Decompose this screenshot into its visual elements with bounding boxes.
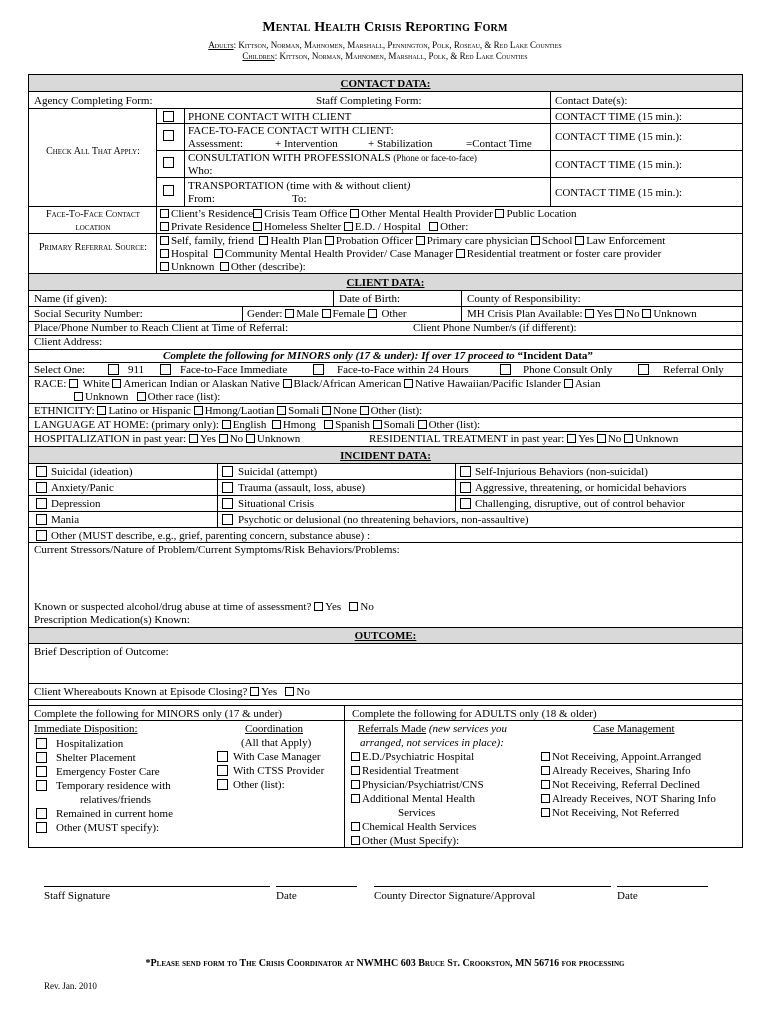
adults-dispo-head: Complete the following for ADULTS only (18 & older) bbox=[352, 708, 597, 720]
eth-other: Other (list): bbox=[370, 405, 423, 417]
children-label: Children bbox=[242, 51, 275, 61]
lang-other: Other (list): bbox=[428, 419, 481, 431]
staff-label: Staff Completing Form: bbox=[316, 95, 422, 107]
whereabouts-no: No bbox=[296, 686, 310, 698]
gender-other-checkbox[interactable] bbox=[368, 309, 377, 318]
inc-situational: Situational Crisis bbox=[238, 498, 315, 510]
loc-hospital-checkbox[interactable] bbox=[344, 222, 353, 231]
eth-somali-checkbox[interactable] bbox=[277, 406, 286, 415]
loc-shelter: Homeless Shelter bbox=[263, 221, 342, 233]
inc-psychotic-checkbox[interactable] bbox=[222, 514, 233, 525]
ref-other-checkbox[interactable] bbox=[220, 262, 229, 271]
male-label: Male bbox=[296, 308, 319, 320]
date-line-1[interactable] bbox=[276, 886, 357, 887]
cm-1-label: Not Receiving, Appoint.Arranged bbox=[552, 751, 702, 763]
loc-shelter-checkbox[interactable] bbox=[253, 222, 262, 231]
race-amind-checkbox[interactable] bbox=[112, 379, 121, 388]
director-signature-line[interactable] bbox=[374, 886, 611, 887]
eth-none-checkbox[interactable] bbox=[322, 406, 331, 415]
race-white: White bbox=[82, 378, 110, 390]
inc-challenging: Challenging, disruptive, out of control behavior bbox=[475, 498, 685, 510]
imm-hosp-checkbox[interactable] bbox=[36, 738, 47, 749]
ref-law: Law Enforcement bbox=[586, 235, 666, 247]
consult-text: CONSULTATION WITH PROFESSIONALS bbox=[188, 152, 391, 164]
opt-ftf-imm-checkbox[interactable] bbox=[160, 364, 171, 375]
loc-public: Public Location bbox=[506, 208, 577, 220]
meds-label: Prescription Medication(s) Known: bbox=[34, 614, 190, 626]
ref-probation-checkbox[interactable] bbox=[325, 236, 334, 245]
stabilization-label: + Stabilization bbox=[368, 138, 433, 150]
hosp-unknown: Unknown bbox=[256, 433, 301, 445]
whereabouts-label: Client Whereabouts Known at Episode Closing? bbox=[34, 686, 248, 698]
county-label: County of Responsibility: bbox=[467, 293, 581, 305]
staff-signature-line[interactable] bbox=[44, 886, 270, 887]
contact-time-eq-label: =Contact Time bbox=[466, 138, 532, 150]
ref-chem-checkbox[interactable] bbox=[351, 822, 360, 831]
referral-source-label: Primary Referral Source: bbox=[38, 242, 148, 253]
imm-shelter-checkbox[interactable] bbox=[36, 752, 47, 763]
whereabouts-yes-checkbox[interactable] bbox=[250, 687, 259, 696]
race-amind: American Indian or Alaskan Native bbox=[123, 378, 280, 390]
date-label-1: Date bbox=[276, 890, 297, 902]
intervention-label: + Intervention bbox=[275, 138, 338, 150]
mh-plan-no: No bbox=[626, 308, 640, 320]
to-label: To: bbox=[292, 193, 307, 205]
loc-private-checkbox[interactable] bbox=[160, 222, 169, 231]
referrals-label: Referrals Made bbox=[358, 723, 427, 735]
race-other-checkbox[interactable] bbox=[137, 392, 146, 401]
inc-suicidal-attempt: Suicidal (attempt) bbox=[238, 466, 318, 478]
minors-note bbox=[163, 350, 593, 362]
race-label: RACE: bbox=[34, 378, 67, 390]
loc-crisis-office-checkbox[interactable] bbox=[253, 209, 262, 218]
ref-ed-label: E.D./Psychiatric Hospital bbox=[362, 751, 475, 763]
hosp-no-checkbox[interactable] bbox=[219, 434, 228, 443]
ref-ed bbox=[351, 751, 474, 763]
imm-remained: Remained in current home bbox=[56, 808, 173, 820]
inc-other-checkbox[interactable] bbox=[36, 530, 47, 541]
ftf-location-label: Face-To-Face Contact location bbox=[46, 209, 140, 233]
eth-hmong: Hmong/Laotian bbox=[204, 405, 275, 417]
inc-trauma-checkbox[interactable] bbox=[222, 482, 233, 493]
inc-trauma: Trauma (assault, loss, abuse) bbox=[238, 482, 365, 494]
res-unknown: Unknown bbox=[635, 433, 679, 445]
eth-hmong-checkbox[interactable] bbox=[194, 406, 203, 415]
minors-dispo-head: Complete the following for MINORS only (17 & under) bbox=[34, 708, 283, 720]
ref-amh-checkbox[interactable] bbox=[351, 794, 360, 803]
race-row-2 bbox=[74, 391, 220, 403]
lang-somali-checkbox[interactable] bbox=[373, 420, 382, 429]
cm-2-checkbox[interactable] bbox=[541, 766, 550, 775]
contact-data-heading: CONTACT DATA: bbox=[340, 78, 431, 90]
contact-time-1: CONTACT TIME (15 min.): bbox=[555, 111, 683, 123]
contact-dates-label: Contact Date(s): bbox=[555, 95, 628, 107]
ref-ed-checkbox[interactable] bbox=[351, 752, 360, 761]
eth-other-checkbox[interactable] bbox=[360, 406, 369, 415]
loc-residence-checkbox[interactable] bbox=[160, 209, 169, 218]
client-phone-label: Client Phone Number/s (if different): bbox=[413, 322, 577, 334]
who-label: Who: bbox=[188, 165, 213, 177]
female-label: Female bbox=[332, 308, 365, 320]
mh-plan-unknown-checkbox[interactable] bbox=[642, 309, 651, 318]
location-row-2 bbox=[160, 221, 468, 233]
hosp-label: HOSPITALIZATION in past year: bbox=[34, 433, 187, 445]
whereabouts-no-checkbox[interactable] bbox=[285, 687, 294, 696]
imm-remained-checkbox[interactable] bbox=[36, 808, 47, 819]
coord-other: Other (list): bbox=[233, 779, 285, 791]
ref-res bbox=[351, 765, 459, 777]
referral-row-1 bbox=[160, 235, 665, 247]
ref-chem bbox=[351, 821, 476, 833]
res-treat-label: RESIDENTIAL TREATMENT in past year: bbox=[369, 433, 565, 445]
hosp-yes-checkbox[interactable] bbox=[189, 434, 198, 443]
cm-4-checkbox[interactable] bbox=[541, 794, 550, 803]
race-hawaiian: Native Hawaiian/Pacific Islander bbox=[415, 378, 562, 390]
hosp-unknown-checkbox[interactable] bbox=[246, 434, 255, 443]
res-no: No bbox=[607, 433, 622, 445]
ref-health-plan: Health Plan bbox=[270, 235, 323, 247]
ref-phys bbox=[351, 779, 484, 791]
stressors-label: Current Stressors/Nature of Problem/Current Symptoms/Risk Behaviors/Problems: bbox=[34, 544, 400, 556]
opt-phone-label: Phone Consult Only bbox=[523, 364, 613, 376]
cm-3-label: Not Receiving, Referral Declined bbox=[552, 779, 700, 791]
location-row-1 bbox=[160, 208, 576, 220]
ref-amh-label: Additional Mental Health bbox=[362, 793, 476, 805]
mh-plan-row bbox=[467, 308, 697, 320]
ref-unknown: Unknown bbox=[171, 261, 215, 273]
consult-checkbox[interactable] bbox=[163, 157, 174, 168]
opt-ref-label: Referral Only bbox=[663, 364, 724, 376]
inc-depression-checkbox[interactable] bbox=[36, 498, 47, 509]
select-one-label: Select One: bbox=[34, 364, 86, 376]
lang-english: English bbox=[232, 419, 267, 431]
res-treat-row bbox=[369, 433, 678, 445]
lang-hmong: Hmong bbox=[282, 419, 316, 431]
director-signature-label: County Director Signature/Approval bbox=[374, 890, 536, 902]
face-contact-label: FACE-TO-FACE CONTACT WITH CLIENT: bbox=[188, 125, 394, 137]
opt-911-checkbox[interactable] bbox=[108, 364, 119, 375]
ref-other: Other (describe): bbox=[230, 261, 306, 273]
inc-mania-checkbox[interactable] bbox=[36, 514, 47, 525]
lang-spanish: Spanish bbox=[335, 419, 370, 431]
ref-school-checkbox[interactable] bbox=[531, 236, 540, 245]
opt-911-label: 911 bbox=[128, 364, 145, 376]
coord-other-checkbox[interactable] bbox=[217, 779, 228, 790]
inc-suicidal-attempt-checkbox[interactable] bbox=[222, 466, 233, 477]
transport-label bbox=[188, 180, 410, 192]
referral-row-2 bbox=[160, 248, 661, 260]
race-unknown: Unknown bbox=[85, 391, 129, 403]
race-black-checkbox[interactable] bbox=[283, 379, 292, 388]
transport-checkbox[interactable] bbox=[163, 185, 174, 196]
eth-somali: Somali bbox=[288, 405, 320, 417]
mh-plan-label: MH Crisis Plan Available: bbox=[467, 308, 583, 320]
loc-other-checkbox[interactable] bbox=[429, 222, 438, 231]
ref-probation: Probation Officer bbox=[335, 235, 413, 247]
alcohol-no-checkbox[interactable] bbox=[349, 602, 358, 611]
imm-foster: Emergency Foster Care bbox=[56, 766, 160, 778]
opt-phone-checkbox[interactable] bbox=[500, 364, 511, 375]
check-all-label: Check All That Apply: bbox=[46, 146, 140, 157]
referrals-row bbox=[358, 723, 507, 735]
phone-contact-label: PHONE CONTACT WITH CLIENT bbox=[188, 111, 352, 123]
hosp-yes: Yes bbox=[199, 433, 216, 445]
cm-2 bbox=[541, 765, 691, 777]
imm-foster-checkbox[interactable] bbox=[36, 766, 47, 777]
adults-counties bbox=[0, 40, 770, 50]
race-other: Other race (list): bbox=[147, 391, 221, 403]
ref-residential: Residential treatment or foster care provider bbox=[466, 248, 662, 260]
ref-phys-label: Physician/Psychiatrist/CNS bbox=[362, 779, 484, 791]
lang-spanish-checkbox[interactable] bbox=[324, 420, 333, 429]
ref-res-label: Residential Treatment bbox=[362, 765, 459, 777]
loc-public-checkbox[interactable] bbox=[495, 209, 504, 218]
inc-mania: Mania bbox=[51, 514, 80, 526]
ref-other-dispo-checkbox[interactable] bbox=[351, 836, 360, 845]
alcohol-yes: Yes bbox=[325, 601, 342, 613]
cm-5 bbox=[541, 807, 679, 819]
ref-res-checkbox[interactable] bbox=[351, 766, 360, 775]
cm-3 bbox=[541, 779, 700, 791]
loc-other-mh-checkbox[interactable] bbox=[350, 209, 359, 218]
from-label: From: bbox=[188, 193, 215, 205]
phone-contact-checkbox[interactable] bbox=[163, 111, 174, 122]
lang-somali: Somali bbox=[383, 419, 415, 431]
cm-2-label: Already Receives, Sharing Info bbox=[552, 765, 691, 777]
race-asian: Asian bbox=[574, 378, 601, 390]
opt-ref-checkbox[interactable] bbox=[638, 364, 649, 375]
loc-hospital: E.D. / Hospital bbox=[354, 221, 421, 233]
coordination-sub: (All that Apply) bbox=[241, 737, 312, 749]
race-hawaiian-checkbox[interactable] bbox=[404, 379, 413, 388]
referrals-note-2: arranged, not services in place): bbox=[360, 737, 504, 749]
inc-suicidal-ideation: Suicidal (ideation) bbox=[51, 466, 133, 478]
assessment-label: Assessment: bbox=[188, 138, 243, 150]
loc-other-mh: Other Mental Health Provider bbox=[361, 208, 493, 220]
lang-hmong-checkbox[interactable] bbox=[272, 420, 281, 429]
coord-cm: With Case Manager bbox=[233, 751, 321, 763]
alcohol-no: No bbox=[360, 601, 374, 613]
mh-plan-yes-checkbox[interactable] bbox=[585, 309, 594, 318]
ref-chem-label: Chemical Health Services bbox=[362, 821, 477, 833]
loc-residence: Client’s Residence bbox=[171, 208, 254, 220]
inc-situational-checkbox[interactable] bbox=[222, 498, 233, 509]
ref-residential-checkbox[interactable] bbox=[456, 249, 465, 258]
imm-other-checkbox[interactable] bbox=[36, 822, 47, 833]
cm-5-checkbox[interactable] bbox=[541, 808, 550, 817]
inc-psychotic: Psychotic or delusional (no threatening behaviors, non-assaultive) bbox=[238, 514, 529, 526]
ref-hospital: Hospital bbox=[171, 248, 209, 260]
hosp-no: No bbox=[229, 433, 244, 445]
mh-plan-unknown: Unknown bbox=[653, 308, 697, 320]
transport-text: TRANSPORTATION (time with & without client bbox=[188, 180, 407, 192]
ref-law-checkbox[interactable] bbox=[575, 236, 584, 245]
female-checkbox[interactable] bbox=[322, 309, 331, 318]
alcohol-yes-checkbox[interactable] bbox=[314, 602, 323, 611]
coord-ctss: With CTSS Provider bbox=[233, 765, 325, 777]
ref-phys-checkbox[interactable] bbox=[351, 780, 360, 789]
inc-suicidal-ideation-checkbox[interactable] bbox=[36, 466, 47, 477]
male-checkbox[interactable] bbox=[285, 309, 294, 318]
imm-other: Other (MUST specify): bbox=[56, 822, 160, 834]
loc-other: Other: bbox=[440, 221, 469, 233]
opt-ftf-24-label: Face-to-Face within 24 Hours bbox=[337, 364, 469, 376]
ref-amh-cont: Services bbox=[398, 807, 436, 819]
revision-label: Rev. Jan. 2010 bbox=[44, 981, 97, 991]
cm-4-label: Already Receives, NOT Sharing Info bbox=[552, 793, 716, 805]
ref-school: School bbox=[541, 235, 573, 247]
agency-label: Agency Completing Form: bbox=[34, 95, 153, 107]
dob-label: Date of Birth: bbox=[339, 293, 401, 305]
children-counties-text: : Kittson, Norman, Mahnomen, Marshall, Polk, & Red Lake Counties bbox=[274, 51, 528, 61]
lang-other-checkbox[interactable] bbox=[418, 420, 427, 429]
ethnicity-label: ETHNICITY: bbox=[34, 405, 95, 417]
res-no-checkbox[interactable] bbox=[597, 434, 606, 443]
referrals-note: (new services you bbox=[426, 723, 508, 735]
loc-private: Private Residence bbox=[171, 221, 251, 233]
immediate-dispo-label: Immediate Disposition: bbox=[34, 723, 138, 735]
hosp-row bbox=[34, 433, 300, 445]
race-asian-checkbox[interactable] bbox=[564, 379, 573, 388]
inc-anxiety-checkbox[interactable] bbox=[36, 482, 47, 493]
language-row bbox=[34, 419, 480, 431]
ref-amh bbox=[351, 793, 475, 805]
cm-4 bbox=[541, 793, 716, 805]
eth-latino-checkbox[interactable] bbox=[97, 406, 106, 415]
race-black: Black/African American bbox=[293, 378, 402, 390]
mh-plan-yes: Yes bbox=[596, 308, 613, 320]
imm-temp-checkbox[interactable] bbox=[36, 780, 47, 791]
contact-time-4: CONTACT TIME (15 min.): bbox=[555, 187, 683, 199]
coord-cm-checkbox[interactable] bbox=[217, 751, 228, 762]
adults-counties-text: : Kittson, Norman, Mahnomen, Marshall, Pennington, Polk, Roseau, & Red Lake Counties bbox=[233, 40, 562, 50]
footer-note: *Please send form to The Crisis Coordinator at NWMHC 603 Bruce St. Crookston, MN 56716 for processing bbox=[145, 958, 625, 969]
imm-temp: Temporary residence with bbox=[56, 780, 171, 792]
coord-ctss-checkbox[interactable] bbox=[217, 765, 228, 776]
ref-cmh-checkbox[interactable] bbox=[214, 249, 223, 258]
case-mgmt-label: Case Management bbox=[593, 723, 675, 735]
ref-health-plan-checkbox[interactable] bbox=[259, 236, 268, 245]
outcome-brief-label: Brief Description of Outcome: bbox=[34, 646, 169, 658]
ssn-label: Social Security Number: bbox=[34, 308, 143, 320]
gender-other-label: Other bbox=[381, 308, 407, 320]
res-unknown-checkbox[interactable] bbox=[624, 434, 633, 443]
ref-pcp: Primary care physician bbox=[426, 235, 529, 247]
inc-challenging-checkbox[interactable] bbox=[460, 498, 471, 509]
mh-plan-no-checkbox[interactable] bbox=[615, 309, 624, 318]
ref-pcp-checkbox[interactable] bbox=[416, 236, 425, 245]
race-row-1 bbox=[34, 378, 601, 390]
address-label: Client Address: bbox=[34, 336, 103, 348]
inc-aggressive: Aggressive, threatening, or homicidal behaviors bbox=[475, 482, 687, 494]
gender-row bbox=[247, 308, 406, 320]
coordination-label: Coordination bbox=[245, 723, 304, 735]
race-unknown-checkbox[interactable] bbox=[74, 392, 83, 401]
lang-english-checkbox[interactable] bbox=[222, 420, 231, 429]
eth-latino: Latino or Hispanic bbox=[108, 405, 191, 417]
outcome-heading: OUTCOME: bbox=[354, 630, 417, 642]
place-label: Place/Phone Number to Reach Client at Time of Referral: bbox=[34, 322, 289, 334]
inc-other-label: Other (MUST describe, e.g., grief, parenting concern, substance abuse) : bbox=[51, 530, 370, 542]
incident-data-heading: INCIDENT DATA: bbox=[340, 450, 431, 462]
ref-unknown-checkbox[interactable] bbox=[160, 262, 169, 271]
eth-none: None bbox=[333, 405, 357, 417]
imm-temp-cont: relatives/friends bbox=[80, 794, 151, 806]
children-counties bbox=[0, 51, 770, 61]
race-white-checkbox[interactable] bbox=[69, 379, 78, 388]
ethnicity-row bbox=[34, 405, 422, 417]
opt-ftf-imm-label: Face-to-Face Immediate bbox=[180, 364, 288, 376]
adults-label: Adults bbox=[208, 40, 234, 50]
whereabouts-row bbox=[34, 686, 310, 698]
staff-signature-label: Staff Signature bbox=[44, 890, 111, 902]
name-label: Name (if given): bbox=[34, 293, 108, 305]
gender-label: Gender: bbox=[247, 308, 283, 320]
minors-note-text: Complete the following for MINORS only (17 & under): If over 17 proceed to bbox=[163, 350, 518, 362]
client-data-heading: CLIENT DATA: bbox=[346, 277, 425, 289]
contact-time-3: CONTACT TIME (15 min.): bbox=[555, 159, 683, 171]
date-line-2[interactable] bbox=[617, 886, 708, 887]
inc-self-injurious: Self-Injurious Behaviors (non-suicidal) bbox=[475, 466, 648, 478]
alcohol-row bbox=[34, 601, 374, 613]
ref-cmh: Community Mental Health Provider/ Case Manager bbox=[224, 248, 453, 260]
whereabouts-yes: Yes bbox=[261, 686, 278, 698]
inc-depression: Depression bbox=[51, 498, 101, 510]
language-label: LANGUAGE AT HOME: (primary only): bbox=[34, 419, 219, 431]
inc-aggressive-checkbox[interactable] bbox=[460, 482, 471, 493]
minors-note-end: “Incident Data” bbox=[517, 350, 593, 362]
ref-other-dispo-label: Other (Must Specify): bbox=[362, 835, 460, 847]
ref-self: Self, family, friend bbox=[171, 235, 254, 247]
cm-3-checkbox[interactable] bbox=[541, 780, 550, 789]
consult-label bbox=[188, 152, 477, 164]
cm-1-checkbox[interactable] bbox=[541, 752, 550, 761]
imm-shelter: Shelter Placement bbox=[56, 752, 136, 764]
contact-time-2: CONTACT TIME (15 min.): bbox=[555, 131, 683, 143]
cm-1 bbox=[541, 751, 701, 763]
consult-note: (Phone or face-to-face) bbox=[393, 153, 477, 163]
res-yes-checkbox[interactable] bbox=[567, 434, 576, 443]
opt-ftf-24-checkbox[interactable] bbox=[313, 364, 324, 375]
date-label-2: Date bbox=[617, 890, 638, 902]
inc-self-injurious-checkbox[interactable] bbox=[460, 466, 471, 477]
res-yes: Yes bbox=[578, 433, 595, 445]
cm-5-label: Not Receiving, Not Referred bbox=[552, 807, 680, 819]
form-title: Mental Health Crisis Reporting Form bbox=[262, 20, 508, 35]
referral-row-3 bbox=[160, 261, 306, 273]
inc-anxiety: Anxiety/Panic bbox=[51, 482, 114, 494]
loc-crisis-office: Crisis Team Office bbox=[264, 208, 348, 220]
alcohol-label: Known or suspected alcohol/drug abuse at time of assessment? bbox=[34, 601, 312, 613]
ref-other-dispo bbox=[351, 835, 459, 847]
ref-self-checkbox[interactable] bbox=[160, 236, 169, 245]
transport-paren: ) bbox=[406, 180, 411, 192]
face-contact-checkbox[interactable] bbox=[163, 130, 174, 141]
imm-hosp: Hospitalization bbox=[56, 738, 124, 750]
ref-hospital-checkbox[interactable] bbox=[160, 249, 169, 258]
